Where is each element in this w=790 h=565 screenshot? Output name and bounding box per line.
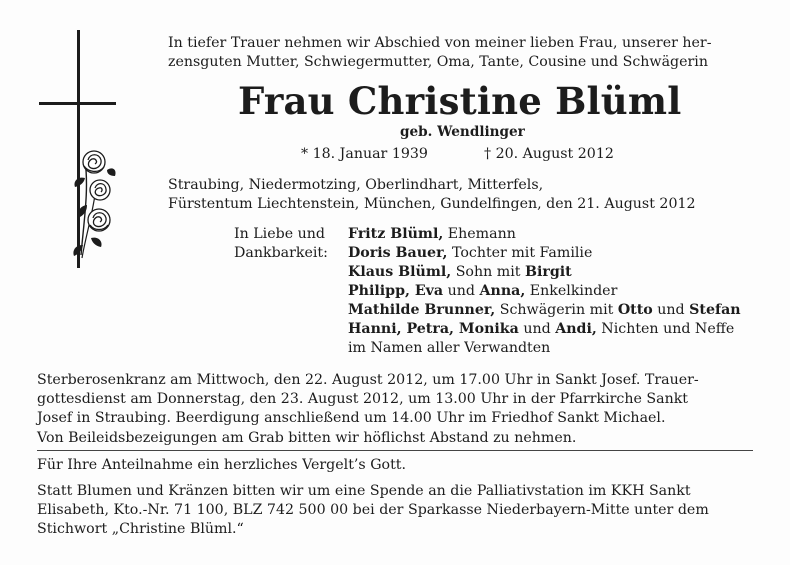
divider — [37, 450, 753, 451]
death-date: † 20. August 2012 — [484, 146, 614, 162]
intro-line-2: zensguten Mutter, Schwiegermutter, Oma, Tante, Cousine und Schwägerin — [168, 54, 708, 70]
places-line-2: Fürstentum Liechtenstein, München, Gundelfingen, den 21. August 2012 — [168, 196, 696, 212]
mourners-label-1: In Liebe und — [234, 226, 325, 242]
mourner-line: Philipp, Eva und Anna, Enkelkinder — [348, 283, 618, 299]
donation-line-2: Elisabeth, Kto.-Nr. 71 100, BLZ 742 500 00 bei der Sparkasse Niederbayern-Mitte unter dem — [37, 502, 709, 518]
condolence-note: Von Beileidsbezeigungen am Grab bitten wir höflichst Abstand zu nehmen. — [37, 430, 577, 446]
mourner-line: Mathilde Brunner, Schwägerin mit Otto und Stefan — [348, 302, 741, 318]
intro-line-1: In tiefer Trauer nehmen wir Abschied von meiner lieben Frau, unserer her- — [168, 35, 712, 51]
deceased-name: Frau Christine Blüml — [238, 79, 682, 123]
mourner-line: Klaus Blüml, Sohn mit Birgit — [348, 264, 572, 280]
mourners-label-2: Dankbarkeit: — [234, 245, 328, 261]
birth-date: * 18. Januar 1939 — [301, 146, 428, 162]
mourner-line: Doris Bauer, Tochter mit Familie — [348, 245, 593, 261]
mourner-line: Hanni, Petra, Monika und Andi, Nichten und Neffe — [348, 321, 735, 337]
service-line-1: Sterberosenkranz am Mittwoch, den 22. August 2012, um 17.00 Uhr in Sankt Josef. Trauer- — [37, 372, 699, 388]
thanks-line: Für Ihre Anteilnahme ein herzliches Vergelt’s Gott. — [37, 457, 406, 473]
cross-with-roses-icon — [37, 30, 117, 270]
service-line-3: Josef in Straubing. Beerdigung anschließend um 14.00 Uhr im Friedhof Sankt Michael. — [37, 410, 666, 426]
places-line-1: Straubing, Niedermotzing, Oberlindhart, Mitterfels, — [168, 177, 544, 193]
mourner-line: im Namen aller Verwandten — [348, 340, 551, 356]
maiden-name: geb. Wendlinger — [400, 124, 525, 140]
donation-line-1: Statt Blumen und Kränzen bitten wir um eine Spende an die Palliativstation im KKH Sankt — [37, 483, 691, 499]
donation-line-3: Stichwort „Christine Blüml.“ — [37, 521, 244, 537]
mourner-line: Fritz Blüml, Ehemann — [348, 226, 516, 242]
service-line-2: gottesdienst am Donnerstag, den 23. August 2012, um 13.00 Uhr in der Pfarrkirche Sankt — [37, 391, 689, 407]
